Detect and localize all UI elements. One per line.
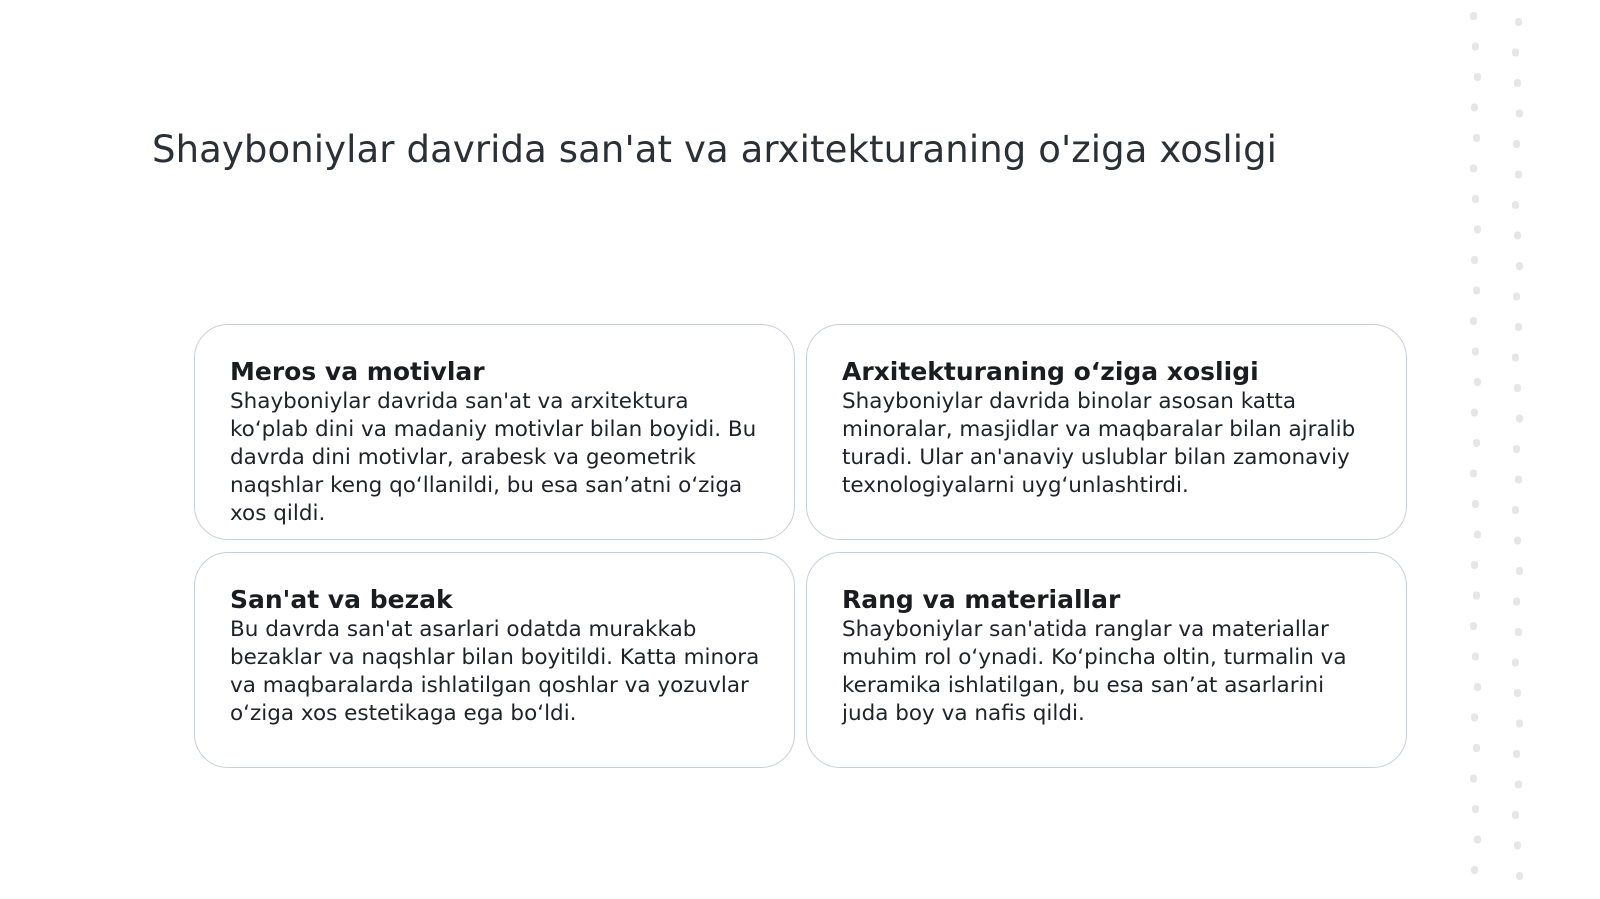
card-body: Bu davrda san'at asarlari odatda murakkab bezaklar va naqshlar bilan boyitildi. Katta minora va maqbaralarda ishlatilgan qoshlar va yozuvlar o‘ziga xos estetikaga ega bo‘ldi.	[230, 617, 760, 726]
card-heading: Arxitekturaning o‘ziga xosligi	[842, 357, 1259, 386]
decorative-dot	[1515, 18, 1522, 26]
card-body: Shayboniylar davrida binolar asosan katta minoralar, masjidlar va maqbaralar bilan ajralib turadi. Ular an'anaviy uslublar bilan zamonaviy texnologiyalarni uyg‘unlashtirdi.	[842, 389, 1356, 498]
decorative-dot	[1471, 561, 1478, 569]
decorative-dot	[1514, 232, 1521, 240]
decorative-dot	[1513, 445, 1520, 453]
decorative-dot	[1512, 659, 1519, 667]
decorative-dot	[1474, 378, 1481, 386]
decorative-dot	[1471, 866, 1478, 874]
decorative-dot	[1471, 104, 1478, 112]
decorative-dot	[1514, 79, 1521, 87]
decorative-dot	[1474, 836, 1481, 844]
decorative-dot	[1474, 683, 1481, 691]
decorative-dot	[1471, 256, 1478, 264]
card-arxitektura	[806, 324, 1407, 540]
decorative-dot	[1516, 262, 1523, 270]
decorative-dot	[1472, 348, 1479, 356]
card-body: Shayboniylar davrida san'at va arxitektura ko‘plab dini va madaniy motivlar bilan boyidi. Bu davrda dini motivlar, arabesk va geometrik naqshlar keng qo‘llanildi, bu esa san’atni o‘ziga xos qildi.	[230, 389, 757, 526]
decorative-dot	[1516, 720, 1523, 728]
decorative-dot	[1514, 842, 1521, 850]
decorative-dot	[1473, 287, 1480, 295]
decorative-dot	[1516, 110, 1523, 118]
decorative-dot	[1472, 195, 1479, 203]
decorative-dot	[1513, 140, 1520, 148]
decorative-dot	[1474, 226, 1481, 234]
decorative-dot	[1515, 628, 1522, 636]
decorative-dot	[1512, 49, 1519, 57]
decorative-dot	[1513, 598, 1520, 606]
decorative-dot	[1472, 500, 1479, 508]
decorative-dot	[1515, 323, 1522, 331]
decorative-dot	[1470, 165, 1477, 173]
decorative-dot	[1515, 476, 1522, 484]
card-sanat-va-bezak	[194, 552, 795, 768]
decorative-dot	[1513, 750, 1520, 758]
decorative-dot	[1474, 73, 1481, 81]
decorative-dot	[1471, 714, 1478, 722]
decorative-dot	[1514, 689, 1521, 697]
decorative-dot	[1470, 317, 1477, 325]
decorative-dot	[1512, 354, 1519, 362]
decorative-dot	[1471, 409, 1478, 417]
decorative-dot	[1470, 470, 1477, 478]
decorative-dot	[1515, 781, 1522, 789]
card-meros-va-motivlar	[194, 324, 795, 540]
decorative-dot	[1515, 171, 1522, 179]
decorative-dot	[1512, 811, 1519, 819]
decorative-dot	[1472, 43, 1479, 51]
card-heading: Rang va materiallar	[842, 585, 1121, 614]
slide-title: Shayboniylar davrida san'at va arxitekturaning o'ziga xosligi	[152, 128, 1278, 171]
card-heading: Meros va motivlar	[230, 357, 485, 386]
card-heading: San'at va bezak	[230, 585, 453, 614]
decorative-dot	[1516, 567, 1523, 575]
decorative-dot-pattern	[1448, 0, 1600, 899]
decorative-dot	[1514, 537, 1521, 545]
decorative-dot	[1514, 384, 1521, 392]
decorative-dot	[1512, 506, 1519, 514]
decorative-dot	[1473, 134, 1480, 142]
decorative-dot	[1513, 293, 1520, 301]
decorative-dot	[1516, 872, 1523, 880]
decorative-dot	[1473, 592, 1480, 600]
card-body: Shayboniylar san'atida ranglar va materiallar muhim rol o‘ynadi. Ko‘pincha oltin, turmalin va keramika ishlatilgan, bu esa san’at asarlarini juda boy va nafis qildi.	[842, 617, 1347, 726]
decorative-dot	[1473, 439, 1480, 447]
decorative-dot	[1516, 415, 1523, 423]
decorative-dot	[1472, 805, 1479, 813]
decorative-dot	[1474, 531, 1481, 539]
decorative-dot	[1472, 653, 1479, 661]
card-rang-va-materiallar	[806, 552, 1407, 768]
decorative-dot	[1470, 622, 1477, 630]
decorative-dot	[1470, 775, 1477, 783]
decorative-dot	[1470, 12, 1477, 20]
decorative-dot	[1473, 744, 1480, 752]
decorative-dot	[1512, 201, 1519, 209]
